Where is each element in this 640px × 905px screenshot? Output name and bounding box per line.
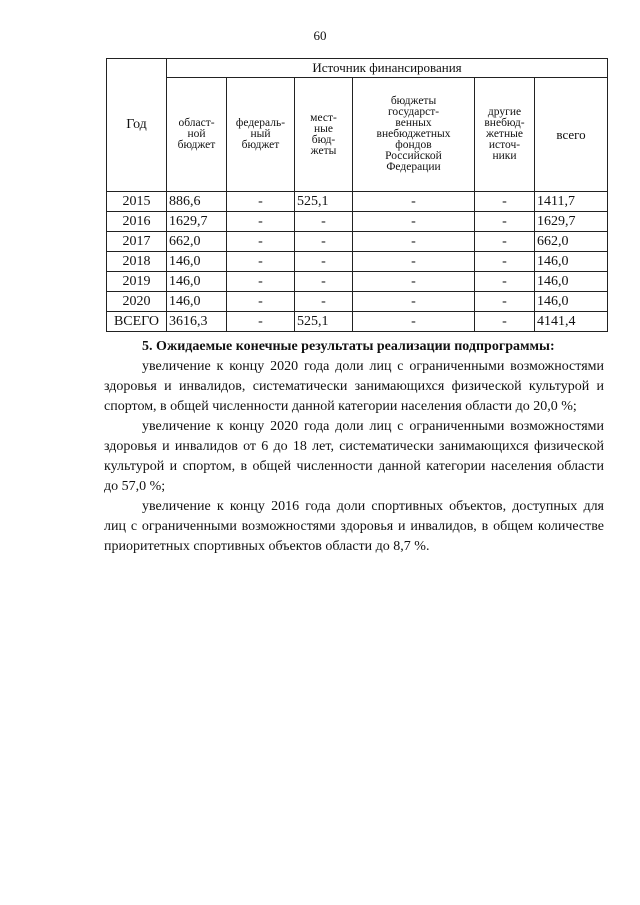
table-cell: - [353,232,475,252]
table-cell: - [227,192,295,212]
column-header: бюджеты государст- венных внебюджетных фондов Российской Федерации [353,78,475,192]
year-cell: 2020 [107,292,167,312]
table-cell: - [353,272,475,292]
table-cell: 3616,3 [167,312,227,332]
table-cell: 886,6 [167,192,227,212]
table-cell: - [475,232,535,252]
paragraph: увеличение к концу 2020 года доли лиц с ограниченными возможностями здоровья и инвалидов от 6 до 18 лет, систематически занимающихся физической культурой и спортом, в общей численности данной категории населения области до 57,0 %; [104,419,604,494]
table-cell: - [353,312,475,332]
table-cell: - [227,292,295,312]
table-cell: - [227,312,295,332]
section-title: 5. Ожидаемые конечные результаты реализации подпрограммы: [142,339,555,354]
table-cell: - [475,292,535,312]
table-row [107,212,608,232]
table-cell: - [475,192,535,212]
table-cell: - [295,252,353,272]
year-cell: 2018 [107,252,167,272]
year-cell: 2017 [107,232,167,252]
table-cell: - [353,252,475,272]
table-cell: 146,0 [535,292,608,312]
table-cell: 525,1 [295,192,353,212]
column-header: област- ной бюджет [167,78,227,192]
column-header: другие внебюд- жетные источ- ники [475,78,535,192]
column-header: всего [535,78,608,192]
table-cell: - [295,232,353,252]
table-cell: - [353,292,475,312]
table-cell: 146,0 [535,252,608,272]
paragraph: увеличение к концу 2020 года доли лиц с ограниченными возможностями здоровья и инвалидов, систематически занимающихся физической культурой и спортом, в общей численности данной категории населения области до 20,0 %; [104,359,604,414]
table-cell: - [227,212,295,232]
table-row-total [107,312,608,332]
table-cell: 525,1 [295,312,353,332]
table-row [107,252,608,272]
table-cell: - [295,212,353,232]
table-cell: 662,0 [167,232,227,252]
table-cell: 1411,7 [535,192,608,212]
table-cell: - [475,212,535,232]
table-cell: - [475,252,535,272]
table-cell: - [295,272,353,292]
table-cell: - [227,272,295,292]
table-row [107,272,608,292]
year-cell: 2016 [107,212,167,232]
paragraph: увеличение к концу 2016 года доли спортивных объектов, доступных для лиц с ограниченными возможностями здоровья и инвалидов, в общем количестве приоритетных спортивных объектов области до 8,7 %. [104,499,604,554]
column-header: мест- ные бюд- жеты [295,78,353,192]
year-header: Год [107,59,167,192]
table-cell: 146,0 [535,272,608,292]
table-cell: 1629,7 [167,212,227,232]
table-cell: - [227,232,295,252]
table-cell: 146,0 [167,252,227,272]
table-cell: - [353,192,475,212]
results-section [104,337,604,557]
year-cell: ВСЕГО [107,312,167,332]
table-cell: - [353,212,475,232]
source-header: Источник финансирования [167,59,608,78]
table-row [107,232,608,252]
table-cell: - [295,292,353,312]
table-cell: - [475,312,535,332]
table-cell: - [475,272,535,292]
table-cell: 146,0 [167,292,227,312]
table-cell: - [227,252,295,272]
funding-table [106,58,608,332]
page-number: 60 [313,28,327,43]
table-row [107,192,608,212]
year-cell: 2019 [107,272,167,292]
table-cell: 4141,4 [535,312,608,332]
table-cell: 146,0 [167,272,227,292]
table-cell: 662,0 [535,232,608,252]
table-row [107,292,608,312]
year-cell: 2015 [107,192,167,212]
column-header: федераль- ный бюджет [227,78,295,192]
table-cell: 1629,7 [535,212,608,232]
